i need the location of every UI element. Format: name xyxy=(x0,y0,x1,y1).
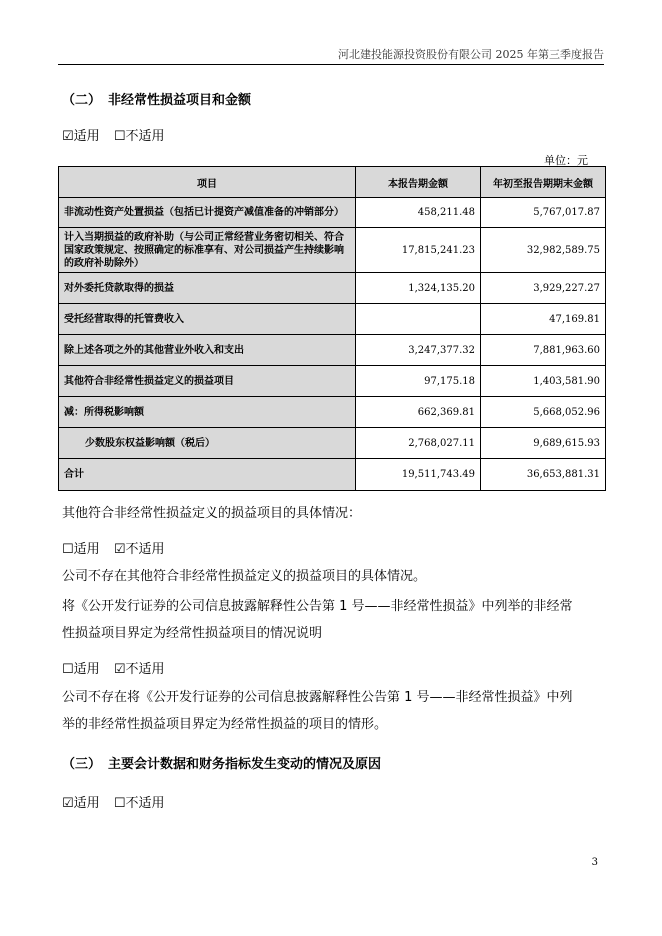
not-applicable-option[interactable] xyxy=(114,662,165,677)
note-2-text-line-1: 公司不存在将《公开发行证券的公司信息披露解释性公告第 1 号——非经常性损益》中列 xyxy=(62,690,573,705)
applicable-option[interactable] xyxy=(62,662,100,677)
note-1-text: 公司不存在其他符合非经常性损益定义的损益项目的具体情况。 xyxy=(62,569,427,584)
section-3-title xyxy=(62,753,381,772)
not-applicable-option[interactable] xyxy=(114,796,165,811)
row-ytd-value: 36,653,881.31 xyxy=(481,459,606,491)
not-applicable-label: 不适用 xyxy=(125,662,165,677)
unchecked-box-icon: ☐ xyxy=(113,129,126,144)
row-ytd-value: 5,767,017.87 xyxy=(481,198,606,228)
row-current-value: 1,324,135.20 xyxy=(356,273,481,304)
section-2-title xyxy=(62,89,251,108)
section-2-title-text: 非经常性损益项目和金额 xyxy=(108,93,252,108)
row-current-value: 17,815,241.23 xyxy=(356,228,481,273)
page-number: 3 xyxy=(591,857,598,868)
row-ytd-value: 32,982,589.75 xyxy=(481,228,606,273)
note-2-text-line-2: 举的非经常性损益项目界定为经常性损益的项目的情形。 xyxy=(62,717,388,732)
table-row xyxy=(59,428,606,459)
checked-box-icon: ☑ xyxy=(62,796,74,811)
applicable-label: 适用 xyxy=(73,542,100,557)
header-divider xyxy=(58,64,604,65)
row-current-value: 662,369.81 xyxy=(356,397,481,428)
not-applicable-label: 不适用 xyxy=(125,796,165,811)
row-current-value: 3,247,377.32 xyxy=(356,335,481,366)
unchecked-box-icon: ☐ xyxy=(62,542,74,557)
column-header-current-period: 本报告期金额 xyxy=(356,167,481,198)
row-label: 对外委托贷款取得的损益 xyxy=(59,273,356,304)
unit-label: 单位：元 xyxy=(544,154,588,167)
row-ytd-value: 47,169.81 xyxy=(481,304,606,335)
row-label: 受托经营取得的托管费收入 xyxy=(59,304,356,335)
row-current-value: 458,211.48 xyxy=(356,198,481,228)
note-1-heading: 其他符合非经常性损益定义的损益项目的具体情况： xyxy=(62,506,362,521)
row-label: 除上述各项之外的其他营业外收入和支出 xyxy=(59,335,356,366)
row-ytd-value: 3,929,227.27 xyxy=(481,273,606,304)
not-applicable-label: 不适用 xyxy=(125,542,165,557)
applicable-label: 适用 xyxy=(73,129,100,144)
applicable-option[interactable] xyxy=(62,542,100,557)
unchecked-box-icon: ☐ xyxy=(62,662,74,677)
applicable-option[interactable] xyxy=(62,796,100,811)
checked-box-icon: ☑ xyxy=(62,129,74,144)
checked-box-icon: ☑ xyxy=(113,662,126,677)
table-row xyxy=(59,397,606,428)
row-ytd-value: 5,668,052.96 xyxy=(481,397,606,428)
table-row-total xyxy=(59,459,606,491)
column-header-item: 项目 xyxy=(59,167,356,198)
table-row xyxy=(59,366,606,397)
note-2-heading-line-1: 将《公开发行证券的公司信息披露解释性公告第 1 号——非经常性损益》中列举的非经常 xyxy=(62,599,573,614)
row-label: 合计 xyxy=(59,459,356,491)
column-header-ytd: 年初至报告期期末金额 xyxy=(481,167,606,198)
table-header-row xyxy=(59,167,606,198)
row-current-value: 2,768,027.11 xyxy=(356,428,481,459)
note-2-heading-line-2: 性损益项目界定为经常性损益项目的情况说明 xyxy=(62,626,323,641)
applicable-option[interactable] xyxy=(62,129,100,144)
not-applicable-option[interactable] xyxy=(114,129,165,144)
row-ytd-value: 1,403,581.90 xyxy=(481,366,606,397)
row-label: 计入当期损益的政府补助（与公司正常经营业务密切相关、符合国家政策规定、按照确定的标准享有、对公司损益产生持续影响的政府补助除外） xyxy=(59,228,356,273)
table-row xyxy=(59,228,606,273)
note-2-applicability xyxy=(62,658,174,677)
section-3-applicability xyxy=(62,792,174,811)
applicable-label: 适用 xyxy=(73,796,100,811)
applicable-label: 适用 xyxy=(73,662,100,677)
non-recurring-items-table xyxy=(58,166,606,491)
row-label: 少数股东权益影响额（税后） xyxy=(59,428,356,459)
unchecked-box-icon: ☐ xyxy=(113,796,126,811)
row-label: 减：所得税影响额 xyxy=(59,397,356,428)
section-2-number: （二） xyxy=(62,93,102,108)
table-row xyxy=(59,304,606,335)
section-2-applicability xyxy=(62,125,174,144)
note-1-applicability xyxy=(62,538,174,557)
row-ytd-value: 9,689,615.93 xyxy=(481,428,606,459)
not-applicable-label: 不适用 xyxy=(125,129,165,144)
row-label: 非流动性资产处置损益（包括已计提资产减值准备的冲销部分） xyxy=(59,198,356,228)
checked-box-icon: ☑ xyxy=(113,542,126,557)
table-row xyxy=(59,198,606,228)
row-current-value: 97,175.18 xyxy=(356,366,481,397)
row-current-value: 19,511,743.49 xyxy=(356,459,481,491)
row-label: 其他符合非经常性损益定义的损益项目 xyxy=(59,366,356,397)
section-3-number: （三） xyxy=(62,757,102,772)
table-row xyxy=(59,273,606,304)
section-3-title-text: 主要会计数据和财务指标发生变动的情况及原因 xyxy=(108,757,382,772)
row-ytd-value: 7,881,963.60 xyxy=(481,335,606,366)
report-header: 河北建投能源投资股份有限公司 2025 年第三季度报告 xyxy=(338,48,604,61)
table-row xyxy=(59,335,606,366)
row-current-value xyxy=(356,304,481,335)
not-applicable-option[interactable] xyxy=(114,542,165,557)
